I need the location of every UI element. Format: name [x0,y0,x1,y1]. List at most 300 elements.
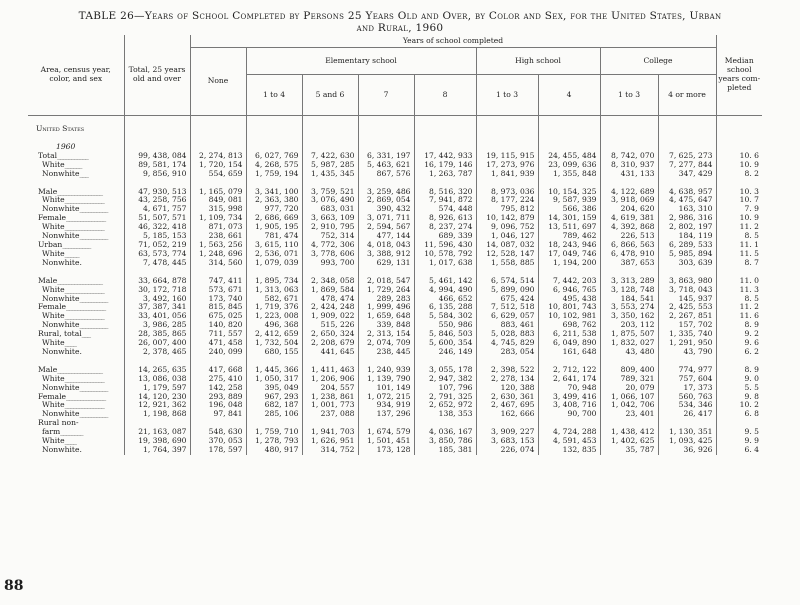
table-cell: 2, 398, 522 [476,366,538,375]
table-cell: 97, 841 [190,410,246,419]
years-group-header: Years of school completed [190,35,716,48]
row-label-text: White [42,401,65,410]
table-cell: 1, 759, 710 [246,428,302,437]
row-label [28,303,124,312]
row-label-text: White [42,437,65,446]
table-cell: 7, 512, 518 [476,303,538,312]
table-cell: 12, 528, 147 [476,250,538,259]
table-cell: 14, 265, 635 [124,366,190,375]
table-row [28,437,762,446]
table-cell: 1, 732, 504 [246,339,302,348]
table-cell: 871, 073 [190,223,246,232]
table-cell: 496, 368 [246,321,302,330]
table-cell: 6. 2 [716,348,762,357]
table-cell: 2, 467, 695 [476,401,538,410]
table-cell: 2, 536, 071 [246,250,302,259]
table-row [28,446,762,455]
table-cell: 1, 875, 507 [600,330,658,339]
table-row [28,375,762,384]
table-cell: 390, 432 [358,205,414,214]
table-cell: 2, 986, 316 [658,214,716,223]
table-cell: 1, 291, 950 [658,339,716,348]
table-cell: 161, 648 [538,348,600,357]
table-cell: 1, 248, 696 [190,250,246,259]
table-cell: 1, 179, 597 [124,384,190,393]
row-label-text: Urban [38,240,63,249]
table-row [28,232,762,241]
table-cell: 9, 096, 752 [476,223,538,232]
table-cell: 1, 445, 366 [246,366,302,375]
table-cell: 752, 314 [302,232,358,241]
table-cell: 10. 7 [716,196,762,205]
table-cell: 1, 079, 039 [246,259,302,268]
leader-dots: ______________ [64,374,104,383]
table-cell: 5, 985, 894 [658,250,716,259]
row-label [28,428,124,437]
table-cell: 17, 442, 933 [414,152,476,161]
table-cell: 101, 149 [358,384,414,393]
leader-dots: ____ [64,437,76,446]
table-cell: 683, 031 [302,205,358,214]
data-table [28,35,762,455]
col-hs-1-3: 1 to 3 [476,75,538,116]
table-cell: 867, 576 [358,170,414,179]
total-header: Total, 25 years old and over [124,35,190,116]
table-cell: 289, 283 [358,295,414,304]
table-cell: 120, 388 [476,384,538,393]
row-label-text: White [42,339,65,348]
table-cell: 1, 109, 734 [190,214,246,223]
table-cell: 883, 461 [476,321,538,330]
row-label [28,401,124,410]
table-cell: 303, 639 [658,259,716,268]
leader-dots: ___ [81,330,91,339]
table-cell: 10. 3 [716,188,762,197]
table-cell: 5, 600, 354 [414,339,476,348]
table-cell: 471, 458 [190,339,246,348]
table-cell: 6. 4 [716,446,762,455]
table-cell: 1, 042, 706 [600,401,658,410]
table-cell: 441, 645 [302,348,358,357]
row-label [28,410,124,419]
table-cell: 2, 208, 679 [302,339,358,348]
table-cell: 30, 172, 718 [124,286,190,295]
row-label-text: White [42,285,65,294]
table-cell: 204, 557 [302,384,358,393]
table-cell: 1, 759, 194 [246,170,302,179]
table-cell: 1, 130, 351 [658,428,716,437]
table-cell: 4, 268, 575 [246,161,302,170]
table-cell: 2, 630, 361 [476,393,538,402]
row-label [28,419,124,428]
table-cell: 11. 2 [716,223,762,232]
table-cell: 1, 165, 079 [190,188,246,197]
row-label-text: Nonwhite [42,205,80,214]
table-cell: 26, 417 [658,410,716,419]
table-cell: 5, 846, 503 [414,330,476,339]
table-cell [124,419,190,428]
table-cell [302,419,358,428]
table-cell: 9, 856, 910 [124,170,190,179]
table-cell: 417, 668 [190,366,246,375]
leader-dots: ________________ [57,187,102,196]
table-cell: 1, 659, 648 [358,312,414,321]
row-label [28,321,124,330]
table-row [28,277,762,286]
table-cell: 14, 301, 159 [538,214,600,223]
table-cell: 63, 573, 774 [124,250,190,259]
table-cell: 18, 243, 946 [538,241,600,250]
table-cell: 8, 926, 613 [414,214,476,223]
table-cell: 4, 018, 043 [358,241,414,250]
table-row [28,303,762,312]
table-cell: 33, 401, 056 [124,312,190,321]
table-cell: 8. 5 [716,295,762,304]
table-title [0,10,800,34]
row-label [28,384,124,393]
table-cell: 2, 641, 174 [538,375,600,384]
table-cell: 21, 163, 087 [124,428,190,437]
table-cell: 35, 787 [600,446,658,455]
table-row [28,205,762,214]
table-cell: 6, 629, 057 [476,312,538,321]
table-cell: 11. 0 [716,277,762,286]
table-cell: 314, 560 [190,259,246,268]
table-cell: 466, 652 [414,295,476,304]
table-cell: 11, 596, 430 [414,241,476,250]
table-cell: 5, 899, 090 [476,286,538,295]
row-label [28,214,124,223]
col-college-1-3: 1 to 3 [600,75,658,116]
table-cell: 3, 778, 606 [302,250,358,259]
table-cell: 7, 941, 872 [414,196,476,205]
table-cell: 3, 909, 227 [476,428,538,437]
leader-dots: __________ [62,240,91,249]
table-cell: 140, 820 [190,321,246,330]
table-cell: 275, 410 [190,375,246,384]
table-row [28,410,762,419]
table-cell: 43, 790 [658,348,716,357]
table-cell: 46, 322, 418 [124,223,190,232]
table-cell: 774, 977 [658,366,716,375]
table-row [28,259,762,268]
table-cell: 185, 381 [414,446,476,455]
table-cell: 163, 310 [658,205,716,214]
col-elem-1-4: 1 to 4 [246,75,302,116]
table-row [28,366,762,375]
row-label [28,366,124,375]
table-cell: 582, 671 [246,295,302,304]
table-cell: 3, 718, 043 [658,286,716,295]
table-cell: 2, 869, 054 [358,196,414,205]
table-cell: 3, 863, 980 [658,277,716,286]
table-cell: 1, 720, 154 [190,161,246,170]
table-cell: 8, 310, 937 [600,161,658,170]
table-cell: 3, 055, 178 [414,366,476,375]
table-cell [414,419,476,428]
table-cell: 2, 074, 709 [358,339,414,348]
table-cell: 3, 499, 416 [538,393,600,402]
table-cell: 3, 408, 716 [538,401,600,410]
table-cell: 10, 801, 743 [538,303,600,312]
page-number: 88 [4,578,24,594]
table-cell: 5, 584, 302 [414,312,476,321]
table-cell: 548, 630 [190,428,246,437]
table-cell [476,419,538,428]
table-cell: 515, 226 [302,321,358,330]
table-cell: 1, 278, 793 [246,437,302,446]
row-label-text: White [42,374,65,383]
table-cell: 33, 664, 878 [124,277,190,286]
table-cell: 36, 926 [658,446,716,455]
table-row [28,419,762,428]
row-label-text: Female [38,392,66,401]
table-cell: 2, 910, 795 [302,223,358,232]
row-label-text: White [42,249,65,258]
table-cell: 977, 720 [246,205,302,214]
leader-dots: __________ [79,410,108,419]
table-cell: 5, 185, 153 [124,232,190,241]
row-label [28,205,124,214]
table-cell: 17, 049, 746 [538,250,600,259]
table-cell: 9, 587, 939 [538,196,600,205]
table-cell: 23, 099, 636 [538,161,600,170]
table-cell: 17, 273, 976 [476,161,538,170]
table-cell: 6, 946, 765 [538,286,600,295]
table-cell: 1, 206, 906 [302,375,358,384]
table-cell: 934, 919 [358,401,414,410]
table-cell: 431, 133 [600,170,658,179]
table-cell: 566, 386 [538,205,600,214]
table-cell: 1, 832, 027 [600,339,658,348]
table-cell: 1, 999, 496 [358,303,414,312]
table-cell: 314, 752 [302,446,358,455]
table-cell: 145, 937 [658,295,716,304]
table-cell: 747, 411 [190,277,246,286]
table-cell: 12, 921, 362 [124,401,190,410]
row-label-text: Total [38,151,58,160]
row-gap [28,357,762,366]
table-cell: 37, 387, 341 [124,303,190,312]
table-cell: 10. 6 [716,152,762,161]
table-cell: 11. 6 [716,312,762,321]
table-cell: 1, 626, 951 [302,437,358,446]
table-cell: 10, 102, 981 [538,312,600,321]
table-cell: 14, 087, 032 [476,241,538,250]
row-label [28,161,124,170]
table-cell: 5, 463, 621 [358,161,414,170]
table-cell [538,419,600,428]
elementary-header: Elementary school [246,48,476,75]
leader-dots: ______________ [66,214,106,223]
table-cell: 4, 392, 868 [600,223,658,232]
table-cell: 3, 313, 289 [600,277,658,286]
table-cell: 10, 142, 879 [476,214,538,223]
row-label-text: Nonwhite. [42,446,82,454]
table-cell: 1, 719, 376 [246,303,302,312]
table-cell [246,419,302,428]
table-cell: 550, 986 [414,321,476,330]
table-cell: 1, 563, 256 [190,241,246,250]
leader-dots: ______________ [64,312,104,321]
table-cell: 6, 866, 563 [600,241,658,250]
table-cell: 11. 3 [716,286,762,295]
table-cell: 8. 9 [716,366,762,375]
table-cell: 226, 074 [476,446,538,455]
table-cell: 238, 661 [190,232,246,241]
table-cell: 157, 702 [658,321,716,330]
table-row [28,348,762,357]
table-cell: 675, 424 [476,295,538,304]
title-line-2: and Rural, 1960 [356,22,444,34]
leader-dots: __________ [79,205,108,214]
table-cell: 9. 2 [716,330,762,339]
row-label [28,446,124,455]
table-cell: 13, 086, 038 [124,375,190,384]
table-cell: 3, 388, 912 [358,250,414,259]
table-cell: 178, 597 [190,446,246,455]
table-cell: 16, 179, 146 [414,161,476,170]
leader-dots: ______________ [66,392,106,401]
table-cell: 2, 686, 669 [246,214,302,223]
row-label [28,223,124,232]
table-cell: 1, 001, 773 [302,401,358,410]
table-cell: 20, 079 [600,384,658,393]
table-cell: 17, 373 [658,384,716,393]
row-label-text: Female [38,214,66,223]
table-cell: 226, 513 [600,232,658,241]
table-row [28,295,762,304]
table-cell: 4, 591, 453 [538,437,600,446]
row-label [28,286,124,295]
table-cell: 1, 438, 412 [600,428,658,437]
table-cell: 204, 620 [600,205,658,214]
row-label [28,375,124,384]
table-cell: 2, 802, 197 [658,223,716,232]
row-label-text: Male [38,365,58,374]
table-cell: 2, 425, 553 [658,303,716,312]
table-cell: 395, 049 [246,384,302,393]
table-cell [716,419,762,428]
row-label-text: Nonwhite [42,294,80,303]
row-label-text: Nonwhite [42,383,80,392]
table-cell: 6, 331, 197 [358,152,414,161]
table-cell: 4, 638, 957 [658,188,716,197]
table-row [28,223,762,232]
census-year: 1960 [56,142,76,151]
table-cell: 789, 462 [538,232,600,241]
table-cell: 1, 066, 107 [600,393,658,402]
table-cell: 3, 076, 490 [302,196,358,205]
table-cell: 23, 401 [600,410,658,419]
table-cell: 993, 700 [302,259,358,268]
col-elem-7: 7 [358,75,414,116]
row-label-text: Female [38,303,66,312]
table-cell: 10. 9 [716,214,762,223]
row-label [28,312,124,321]
row-label [28,393,124,402]
table-cell: 2, 594, 567 [358,223,414,232]
row-label-text: farm [42,428,61,437]
table-row [28,384,762,393]
table-cell: 99, 438, 084 [124,152,190,161]
table-cell: 3, 986, 285 [124,321,190,330]
table-cell: 19, 115, 915 [476,152,538,161]
table-cell: 1, 674, 579 [358,428,414,437]
table-cell: 47, 930, 513 [124,188,190,197]
table-cell: 6. 8 [716,410,762,419]
table-cell: 1, 435, 345 [302,170,358,179]
table-cell: 19, 398, 690 [124,437,190,446]
table-cell: 8, 516, 320 [414,188,476,197]
table-cell [190,419,246,428]
table-row [28,393,762,402]
table-cell: 3, 071, 711 [358,214,414,223]
table-cell: 1, 869, 584 [302,286,358,295]
table-row [28,330,762,339]
table-cell: 10, 154, 325 [538,188,600,197]
leader-dots: __________ [79,232,108,241]
table-cell: 495, 438 [538,295,600,304]
table-cell: 7, 478, 445 [124,259,190,268]
col-hs-4: 4 [538,75,600,116]
table-cell [658,419,716,428]
row-label [28,241,124,250]
table-cell: 1, 355, 848 [538,170,600,179]
row-label [28,170,124,179]
table-cell: 1, 905, 195 [246,223,302,232]
table-cell: 285, 106 [246,410,302,419]
row-label-text: Nonwhite [42,410,80,419]
table-cell: 283, 054 [476,348,538,357]
row-label-text: Nonwhite [42,169,80,178]
table-cell: 8, 973, 036 [476,188,538,197]
table-cell: 5, 461, 142 [414,277,476,286]
table-cell: 1, 238, 861 [302,393,358,402]
table-cell: 1, 050, 317 [246,375,302,384]
table-cell: 789, 321 [600,375,658,384]
table-cell: 1, 909, 022 [302,312,358,321]
table-cell: 2, 424, 248 [302,303,358,312]
table-cell: 339, 848 [358,321,414,330]
table-row [28,170,762,179]
table-cell: 11. 1 [716,241,762,250]
table-cell: 8, 237, 274 [414,223,476,232]
table-cell: 138, 353 [414,410,476,419]
table-cell: 2, 412, 659 [246,330,302,339]
table-cell: 4, 745, 829 [476,339,538,348]
table-cell: 2, 278, 134 [476,375,538,384]
table-cell: 3, 615, 110 [246,241,302,250]
table-cell: 26, 007, 400 [124,339,190,348]
leader-dots: ________________ [57,365,102,374]
row-label [28,437,124,446]
table-cell: 554, 659 [190,170,246,179]
table-cell: 70, 948 [538,384,600,393]
table-cell: 4, 994, 490 [414,286,476,295]
table-cell [600,419,658,428]
table-cell: 315, 998 [190,205,246,214]
row-gap [28,268,762,277]
row-label [28,339,124,348]
table-cell: 203, 112 [600,321,658,330]
table-cell: 10. 2 [716,401,762,410]
table-cell: 8. 7 [716,259,762,268]
row-label [28,152,124,161]
table-cell: 4, 724, 288 [538,428,600,437]
table-cell: 6, 135, 288 [414,303,476,312]
leader-dots: ______ [64,160,82,169]
